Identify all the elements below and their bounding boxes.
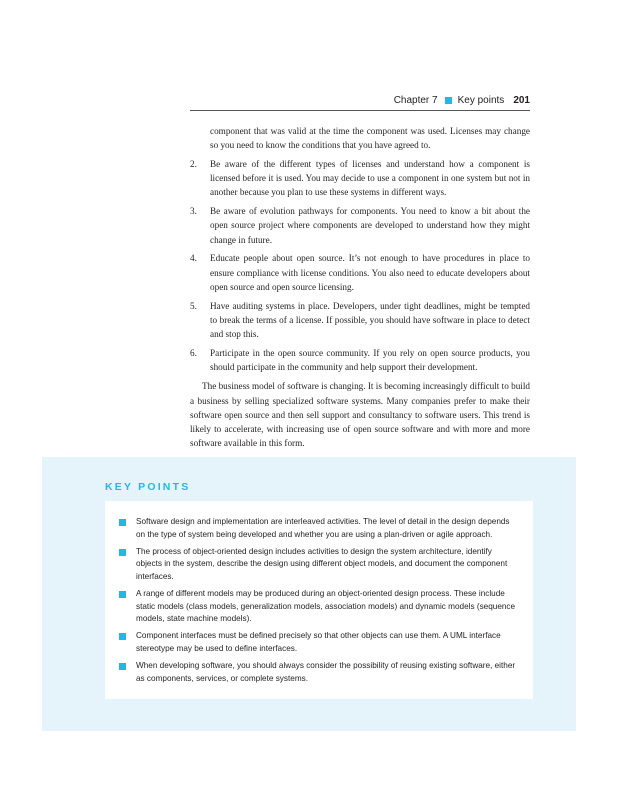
list-item-text: Be aware of evolution pathways for components. You need to know a bit about the open source project where components are developed to understand how they might change in future. [210, 205, 530, 245]
running-head [394, 95, 530, 106]
key-point-text: Software design and implementation are interleaved activities. The level of detail in the design depends on the type of system being developed and whether you are using a plan-driven or agile approach. [136, 517, 510, 539]
key-point-text: Component interfaces must be defined precisely so that other objects can use them. A UML interface stereotype may be used to define interfaces. [136, 631, 501, 653]
list-number: 3. [190, 205, 197, 216]
body-text [190, 124, 530, 451]
key-points-list [105, 501, 517, 685]
list-number: 2. [190, 158, 197, 169]
continuation-paragraph: component that was valid at the time the component was used. Licenses may change so you need to know the conditions that you have agreed to. [210, 126, 530, 151]
header-rule [190, 110, 530, 111]
list-item [190, 346, 530, 375]
bullet-square-icon [119, 591, 126, 598]
list-number: 5. [190, 300, 197, 311]
bullet-square-icon [119, 519, 126, 526]
key-point-text: When developing software, you should always consider the possibility of reusing existing software, either as components, services, or complete systems. [136, 660, 516, 683]
separator-square-icon [445, 97, 452, 104]
list-number: 6. [190, 348, 197, 359]
list-number: 4. [190, 253, 197, 264]
key-point-item [119, 546, 517, 584]
numbered-list [190, 157, 530, 375]
bullet-square-icon [119, 663, 126, 670]
list-item-text: Participate in the open source community. If you rely on open source products, you should participate in the community and help support their development. [210, 348, 530, 373]
list-item [190, 299, 530, 342]
key-points-title: KEY POINTS [105, 481, 191, 493]
key-point-item [119, 660, 517, 685]
key-points-panel [105, 501, 533, 699]
list-item-text: Be aware of the different types of licenses and understand how a component is licensed before it is used. You may decide to use a component in one system but not in another because you plan to use these systems in different ways. [210, 158, 530, 198]
bullet-square-icon [119, 633, 126, 640]
key-point-item [119, 588, 517, 626]
key-points-box [42, 457, 576, 731]
key-point-item [119, 630, 517, 655]
section-label: Key points [457, 95, 505, 106]
list-item [190, 157, 530, 200]
list-item [190, 204, 530, 247]
key-point-item [119, 516, 517, 541]
list-item-text: Educate people about open source. It’s not enough to have procedures in place to ensure compliance with license conditions. You also need to educate developers about open source and open source licensing. [210, 253, 530, 292]
key-point-text: A range of different models may be produced during an object-oriented design process. These include static models (class models, generalization models, association models) and dynamic models (sequence models, state machine models). [136, 588, 516, 624]
list-item [190, 251, 530, 294]
key-point-text: The process of object-oriented design includes activities to design the system architecture, identify objects in the system, describe the design using different object models, and document the component interfaces. [136, 546, 508, 581]
list-item-text: Have auditing systems in place. Developers, under tight deadlines, might be tempted to break the terms of a license. If possible, you should have software in place to detect and stop this. [210, 300, 530, 340]
page-number: 201 [513, 95, 530, 106]
closing-paragraph: The business model of software is changing. It is becoming increasingly difficult to build a business by selling specialized software systems. Many companies prefer to make their software open source and then sell support and consultancy to software users. This trend is likely to accelerate, with increasing use of open source software and with more and more software available in this form. [190, 381, 530, 449]
chapter-label: Chapter 7 [393, 95, 438, 106]
bullet-square-icon [119, 549, 126, 556]
